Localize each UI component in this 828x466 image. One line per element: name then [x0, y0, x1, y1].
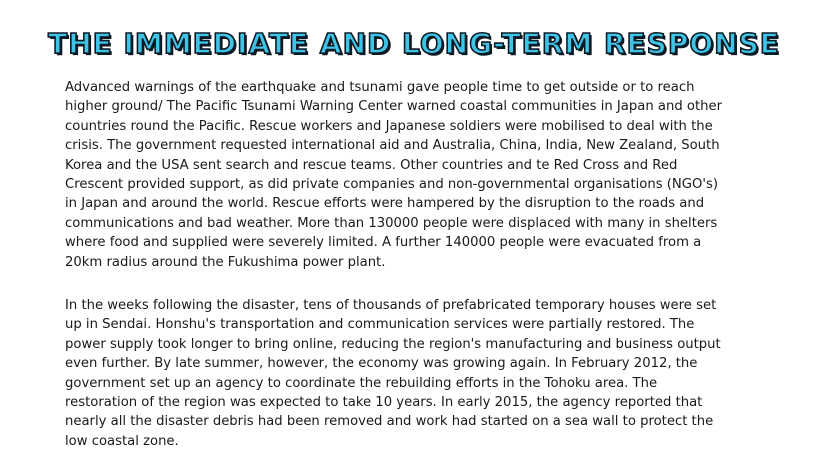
text-line: government set up an agency to coordinate the rebuilding efforts in the Tohoku area. The	[65, 375, 658, 391]
text-line: crisis. The government requested international aid and Australia, China, India, New Zealand, South	[65, 138, 720, 154]
text-line: Advanced warnings of the earthquake and tsunami gave people time to get outside or to reach	[65, 80, 695, 95]
paragraph-immediate-response	[65, 78, 765, 272]
text-line: Korea and the USA sent search and rescue teams. Other countries and te Red Cross and Red	[65, 157, 678, 173]
text-line: higher ground/ The Pacific Tsunami Warning Center warned coastal communities in Japan and other	[65, 99, 723, 115]
text-line: Crescent provided support, as did private companies and non-governmental organisations (NGO's)	[65, 177, 719, 193]
page-title: THE IMMEDIATE AND LONG-TERM RESPONSE	[48, 27, 780, 60]
text-line: In the weeks following the disaster, tens of thousands of prefabricated temporary houses were set	[65, 298, 717, 313]
text-line: up in Sendai. Honshu's transportation and communication services were partially restored. The	[65, 317, 695, 333]
text-line: low coastal zone.	[65, 433, 179, 449]
text-line: communications and bad weather. More than 130000 people were displaced with many in shelters	[65, 215, 718, 231]
text-line: power supply took longer to bring online, reducing the region's manufacturing and business output	[65, 336, 721, 352]
paragraph-long-term-response	[65, 296, 765, 451]
text-line: 20km radius around the Fukushima power plant.	[65, 254, 386, 270]
text-line: in Japan and around the world. Rescue efforts were hampered by the disruption to the roads and	[65, 196, 705, 212]
text-line: even further. By late summer, however, the economy was growing again. In February 2012, the	[65, 356, 698, 372]
text-line: where food and supplied were severely limited. A further 140000 people were evacuated from a	[65, 235, 702, 251]
text-line: countries round the Pacific. Rescue workers and Japanese soldiers were mobilised to deal with the	[65, 118, 713, 134]
text-line: restoration of the region was expected to take 10 years. In early 2015, the agency reported that	[65, 395, 703, 411]
text-line: nearly all the disaster debris had been removed and work had started on a sea wall to protect the	[65, 414, 714, 430]
